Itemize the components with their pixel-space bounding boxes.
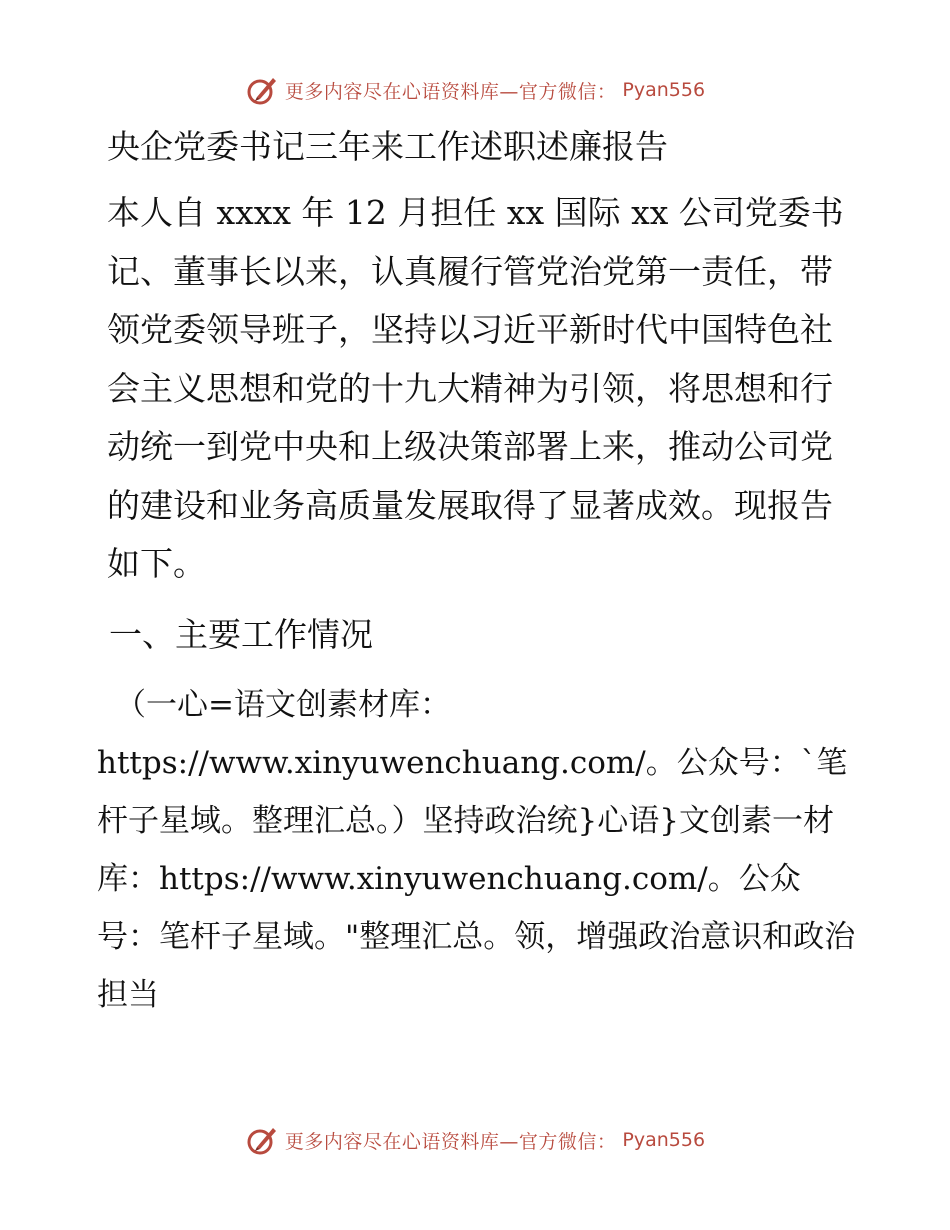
paragraph-intro: 本人自 xxxx 年 12 月担任 xx 国际 xx 公司党委书记、董事长以来，认真履行管党治党第一责任，带领党委领导班子，坚持以习近平新时代中国特色社会主义思想和党的十九大精神为引领，将思想和行动统一到党中央和上级决策部署上来，推动公司党的建设和业务高质量发展取得了显著成效。现报告如下。	[107, 193, 844, 583]
banner-text: 更多内容尽在心语资料库—官方微信：	[284, 80, 617, 103]
banner-text: 更多内容尽在心语资料库—官方微信：	[284, 1130, 617, 1153]
banner-wechat-handle: Pyan556	[622, 1129, 706, 1151]
section-heading-main-work: 一、主要工作情况	[109, 614, 373, 654]
document-body	[97, 118, 857, 1024]
quill-pen-icon	[245, 1123, 279, 1157]
footer-watermark-banner	[0, 1120, 950, 1160]
banner-wechat-handle: Pyan556	[622, 79, 706, 101]
paragraph-section-one	[97, 676, 857, 1024]
paragraph-section-one-text: （一心=语文创素材库：https://www.xinyuwenchuang.com/。公众号：`笔杆子星域。整理汇总。）坚持政治统}心语}文创素一材库：https://www.xinyuwenchuang.com/。公众号：笔杆子星域。"整理汇总。领，增强政治意识和政治担当	[97, 686, 856, 1013]
document-title: 央企党委书记三年来工作述职述廉报告	[107, 127, 668, 166]
header-watermark-banner	[0, 70, 950, 110]
quill-pen-icon	[245, 73, 279, 107]
